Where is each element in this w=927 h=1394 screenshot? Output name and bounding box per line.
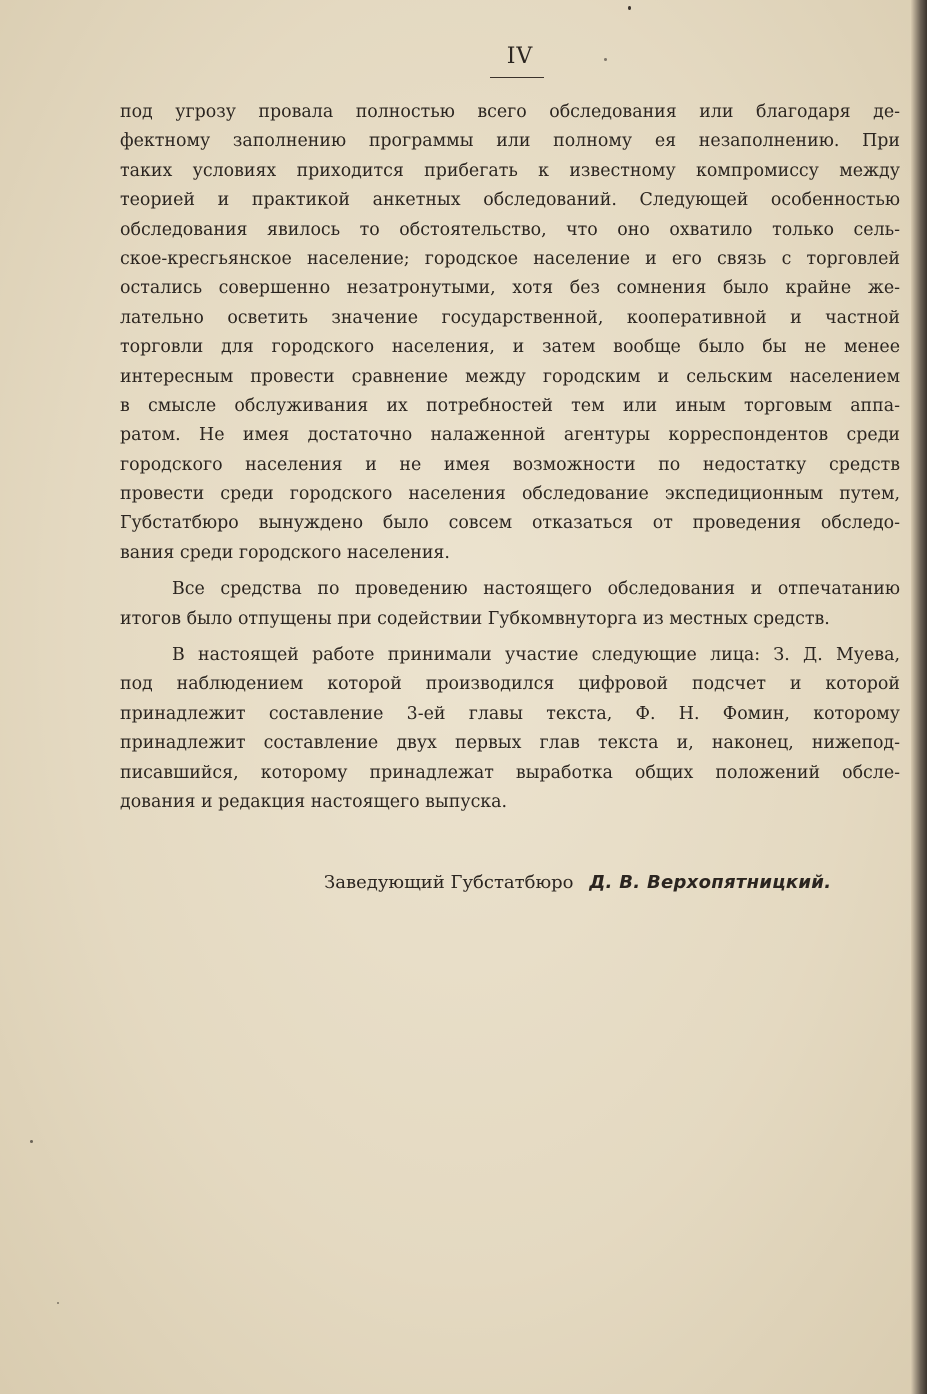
text-line: фектному заполнению программы или полному ея незаполнению. При bbox=[120, 131, 900, 152]
paper-speck bbox=[628, 6, 631, 10]
text-line: торговли для городского населения, и затем вообще было бы не менее bbox=[120, 337, 900, 358]
text-line: Все средства по проведению настоящего обследования и отпечатанию bbox=[172, 579, 900, 600]
text-line: провести среди городского населения обследование экспедиционным путем, bbox=[120, 484, 900, 505]
text-line: таких условиях приходится прибегать к известному компромиссу между bbox=[120, 160, 900, 181]
text-line: принадлежит составление двух первых глав текста и, наконец, нижепод- bbox=[120, 733, 900, 754]
text-line: писавшийся, которому принадлежат выработка общих положений обсле- bbox=[120, 762, 900, 783]
text-line: теорией и практикой анкетных обследований. Следующей особенностью bbox=[120, 190, 900, 211]
page-number-rule bbox=[490, 77, 544, 78]
signature-name: Д. В. Верхопятницкий. bbox=[589, 872, 832, 893]
text-line: ратом. Не имея достаточно налаженной агентуры корреспондентов среди bbox=[120, 425, 900, 446]
paragraph-1 bbox=[120, 98, 900, 568]
text-line: в смысле обслуживания их потребностей тем или иным торговым аппа- bbox=[120, 395, 900, 416]
text-line: лательно осветить значение государственной, кооперативной и частной bbox=[120, 307, 900, 328]
text-line: принадлежит составление 3-ей главы текста, Ф. Н. Фомин, которому bbox=[120, 703, 900, 724]
text-line: итогов было отпущены при содействии Губкомвнуторга из местных средств. bbox=[120, 608, 830, 629]
paragraph-2 bbox=[120, 575, 900, 634]
text-line: вания среди городского населения. bbox=[120, 542, 450, 563]
text-line: дования и редакция настоящего выпуска. bbox=[120, 791, 508, 812]
paper-speck bbox=[30, 1140, 33, 1143]
text-line: ское-кресгьянское население; городское население и его связь с торговлей bbox=[120, 248, 900, 269]
text-line: интересным провести сравнение между городским и сельским населением bbox=[120, 366, 900, 387]
signature-title: Заведующий Губстатбюро bbox=[324, 872, 574, 893]
paper-speck bbox=[604, 58, 607, 61]
body-text bbox=[120, 98, 900, 817]
paragraph-3 bbox=[120, 641, 900, 817]
text-line: Губстатбюро вынуждено было совсем отказаться от проведения обследо- bbox=[120, 513, 900, 534]
text-line: остались совершенно незатронутыми, хотя без сомнения было крайне же- bbox=[120, 278, 900, 299]
text-line: В настоящей работе принимали участие следующие лица: З. Д. Муева, bbox=[172, 645, 900, 666]
text-line: обследования явилось то обстоятельство, что оно охватило только сель- bbox=[120, 219, 900, 240]
paper-speck bbox=[57, 1302, 59, 1304]
signature bbox=[324, 872, 831, 893]
text-line: городского населения и не имея возможности по недостатку средств bbox=[120, 454, 900, 475]
page-number: IV bbox=[506, 44, 534, 69]
text-line: под наблюдением которой производился цифровой подсчет и которой bbox=[120, 674, 900, 695]
text-line: под угрозу провала полностью всего обследования или благодаря де- bbox=[120, 102, 900, 122]
page-binding-edge bbox=[911, 0, 927, 1394]
